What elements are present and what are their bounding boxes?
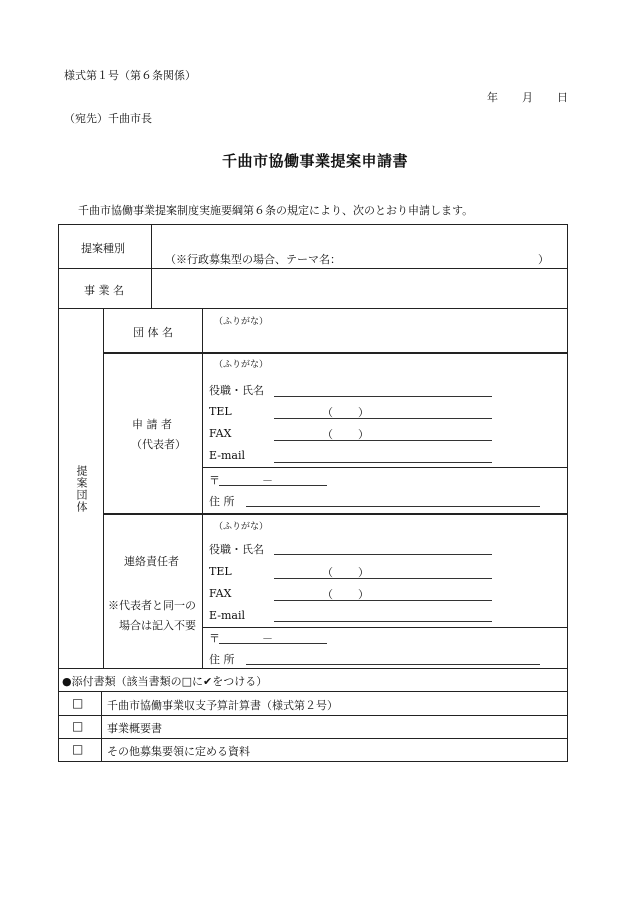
date-year: 年 [487, 91, 498, 104]
applicant-label: 申 請 者 [132, 418, 172, 431]
contact-title-name-line[interactable] [274, 554, 492, 555]
project-name-field[interactable] [155, 272, 563, 304]
applicant-tel-label: TEL [209, 405, 232, 418]
attachment-checkbox-overview[interactable]: □ [72, 719, 84, 733]
contact-email-line[interactable] [274, 621, 492, 622]
contact-postal-line[interactable] [219, 643, 327, 644]
intro-text: 千曲市協働事業提案制度実施要綱第６条の規定により、次のとおり申請します。 [78, 204, 474, 217]
contact-tel-paren-close: ） [358, 566, 369, 579]
applicant-postal-mark: 〒 [209, 474, 220, 487]
project-name-label: 事 業 名 [84, 284, 124, 297]
contact-label: 連絡責任者 [124, 555, 179, 568]
applicant-postal-dash: － [262, 474, 273, 487]
applicant-postal-line[interactable] [219, 485, 327, 486]
contact-furigana: （ふりがな） [214, 522, 269, 532]
attachment-checkbox-other[interactable]: □ [72, 742, 84, 756]
applicant-tel-paren-open: （ [322, 406, 333, 419]
contact-note-line2: 場合は記入不要 [119, 619, 196, 632]
contact-postal-mark: 〒 [209, 632, 220, 645]
applicant-email-line[interactable] [274, 462, 492, 463]
contact-fax-paren-open: （ [322, 588, 333, 601]
org-name-field[interactable] [206, 326, 564, 348]
attachment-checkbox-budget[interactable]: □ [72, 696, 84, 710]
group-side-label: 提案団体 [75, 465, 88, 513]
proposal-type-label: 提案種別 [81, 242, 125, 255]
contact-email-label: E-mail [209, 609, 245, 622]
applicant-furigana: （ふりがな） [214, 360, 269, 370]
org-name-furigana: （ふりがな） [214, 317, 269, 327]
contact-tel-line[interactable] [274, 578, 492, 579]
contact-note-line1: ※代表者と同一の [108, 599, 196, 612]
applicant-tel-line[interactable] [274, 418, 492, 419]
applicant-title-name-label: 役職・氏名 [209, 384, 264, 397]
attachment-label-overview: 事業概要書 [107, 722, 162, 735]
contact-fax-line[interactable] [274, 600, 492, 601]
applicant-tel-paren-close: ） [358, 406, 369, 419]
org-name-label: 団 体 名 [133, 326, 173, 339]
contact-fax-paren-close: ） [358, 588, 369, 601]
attachments-header: ●添付書類（該当書類の□に✔をつける） [62, 675, 268, 688]
contact-tel-paren-open: （ [322, 566, 333, 579]
document-title: 千曲市協働事業提案申請書 [222, 152, 409, 170]
applicant-fax-paren-close: ） [358, 428, 369, 441]
contact-fax-label: FAX [209, 587, 232, 600]
contact-title-name-label: 役職・氏名 [209, 543, 264, 556]
date-month: 月 [522, 91, 533, 104]
date-day: 日 [557, 91, 568, 104]
attachment-label-budget: 千曲市協働事業収支予算計算書（様式第２号） [107, 699, 338, 712]
applicant-fax-paren-open: （ [322, 428, 333, 441]
theme-name-field[interactable] [340, 249, 530, 263]
applicant-fax-label: FAX [209, 427, 232, 440]
contact-postal-dash: － [262, 632, 273, 645]
contact-address-label: 住 所 [209, 653, 235, 666]
proposal-type-note-close: ） [538, 253, 549, 266]
form-number: 様式第１号（第６条関係） [64, 69, 196, 82]
contact-address-line[interactable] [246, 664, 540, 665]
attachment-label-other: その他募集要領に定める資料 [107, 745, 250, 758]
applicant-address-line[interactable] [246, 506, 540, 507]
contact-tel-label: TEL [209, 565, 232, 578]
applicant-sublabel: （代表者） [131, 438, 186, 451]
applicant-title-name-line[interactable] [274, 396, 492, 397]
applicant-fax-line[interactable] [274, 440, 492, 441]
addressee: （宛先）千曲市長 [64, 112, 152, 125]
applicant-email-label: E-mail [209, 449, 245, 462]
proposal-type-note: （※行政募集型の場合、テーマ名： [165, 253, 341, 266]
applicant-address-label: 住 所 [209, 495, 235, 508]
